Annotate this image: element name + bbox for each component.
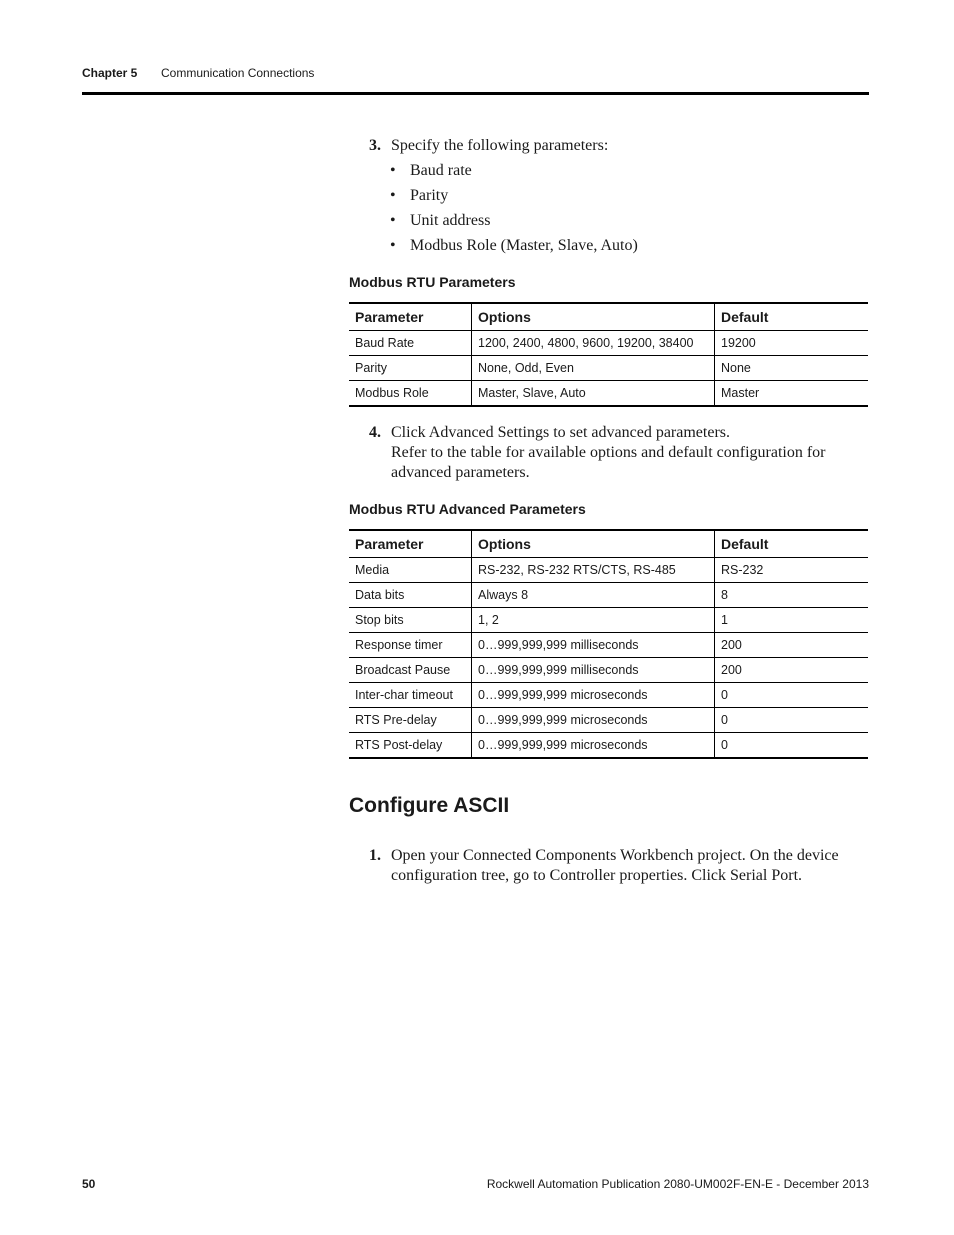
list-item: • Baud rate — [390, 160, 638, 185]
table-cell: 0…999,999,999 microseconds — [472, 683, 715, 708]
table-cell: Media — [349, 558, 472, 583]
table-row — [349, 708, 868, 733]
table-cell: Response timer — [349, 633, 472, 658]
table-cell: 200 — [715, 633, 869, 658]
table-row — [349, 331, 868, 356]
table-cell: 200 — [715, 658, 869, 683]
page-number: 50 — [82, 1177, 96, 1191]
modbus-rtu-advanced-parameters-table — [349, 529, 868, 759]
table-cell: 0 — [715, 733, 869, 759]
table-caption: Modbus RTU Advanced Parameters — [349, 501, 586, 517]
table-cell: 0 — [715, 708, 869, 733]
table-row — [349, 683, 868, 708]
column-header: Default — [715, 303, 869, 331]
step-text: Click Advanced Settings to set advanced parameters. — [391, 424, 731, 441]
table-cell: RS-232, RS-232 RTS/CTS, RS-485 — [472, 558, 715, 583]
list-item: • Parity — [390, 185, 638, 210]
column-header: Parameter — [349, 303, 472, 331]
parameter-list — [390, 160, 638, 260]
table-cell: 1 — [715, 608, 869, 633]
table-cell: Broadcast Pause — [349, 658, 472, 683]
step-number: 3. — [369, 137, 381, 154]
column-header: Options — [472, 303, 715, 331]
table-cell: Data bits — [349, 583, 472, 608]
step-number: 4. — [369, 424, 381, 441]
table-row — [349, 608, 868, 633]
table-cell: Baud Rate — [349, 331, 472, 356]
table-cell: 8 — [715, 583, 869, 608]
table-cell: Modbus Role — [349, 381, 472, 407]
table-cell: None — [715, 356, 869, 381]
step-text: Specify the following parameters: — [391, 137, 609, 154]
table-cell: 0…999,999,999 milliseconds — [472, 658, 715, 683]
step-note: Refer to the table for available options and default configuration for advanced parameters. — [391, 444, 826, 481]
column-header: Parameter — [349, 530, 472, 558]
table-header-row — [349, 303, 868, 331]
table-cell: 1, 2 — [472, 608, 715, 633]
table-row — [349, 583, 868, 608]
chapter-title: Communication Connections — [161, 66, 315, 80]
table-cell: 0 — [715, 683, 869, 708]
table-cell: Master — [715, 381, 869, 407]
modbus-rtu-parameters-table — [349, 302, 868, 407]
table-row — [349, 558, 868, 583]
list-item: • Unit address — [390, 210, 638, 235]
table-cell: None, Odd, Even — [472, 356, 715, 381]
table-cell: Inter-char timeout — [349, 683, 472, 708]
table-cell: 0…999,999,999 microseconds — [472, 708, 715, 733]
table-cell: RS-232 — [715, 558, 869, 583]
table-cell: 1200, 2400, 4800, 9600, 19200, 38400 — [472, 331, 715, 356]
table-cell: Parity — [349, 356, 472, 381]
list-item: • Modbus Role (Master, Slave, Auto) — [390, 235, 638, 260]
table-cell: 0…999,999,999 milliseconds — [472, 633, 715, 658]
table-row — [349, 633, 868, 658]
table-cell: RTS Post-delay — [349, 733, 472, 759]
table-cell: Stop bits — [349, 608, 472, 633]
table-cell: RTS Pre-delay — [349, 708, 472, 733]
table-row — [349, 658, 868, 683]
table-row — [349, 733, 868, 759]
step-number: 1. — [369, 847, 381, 864]
publication-info: Rockwell Automation Publication 2080-UM002F-EN-E - December 2013 — [486, 1177, 869, 1191]
section-heading: Configure ASCII — [349, 794, 510, 817]
table-cell: Master, Slave, Auto — [472, 381, 715, 407]
page-header — [82, 66, 869, 95]
table-row — [349, 356, 868, 381]
column-header: Default — [715, 530, 869, 558]
table-row — [349, 381, 868, 407]
step-text: Open your Connected Components Workbench project. On the device configuration tree, go to Controller properties. Click Serial Port. — [391, 847, 839, 884]
chapter-label: Chapter 5 — [82, 66, 138, 80]
column-header: Options — [472, 530, 715, 558]
table-cell: 0…999,999,999 microseconds — [472, 733, 715, 759]
table-caption: Modbus RTU Parameters — [349, 274, 516, 290]
table-cell: 19200 — [715, 331, 869, 356]
table-cell: Always 8 — [472, 583, 715, 608]
table-header-row — [349, 530, 868, 558]
